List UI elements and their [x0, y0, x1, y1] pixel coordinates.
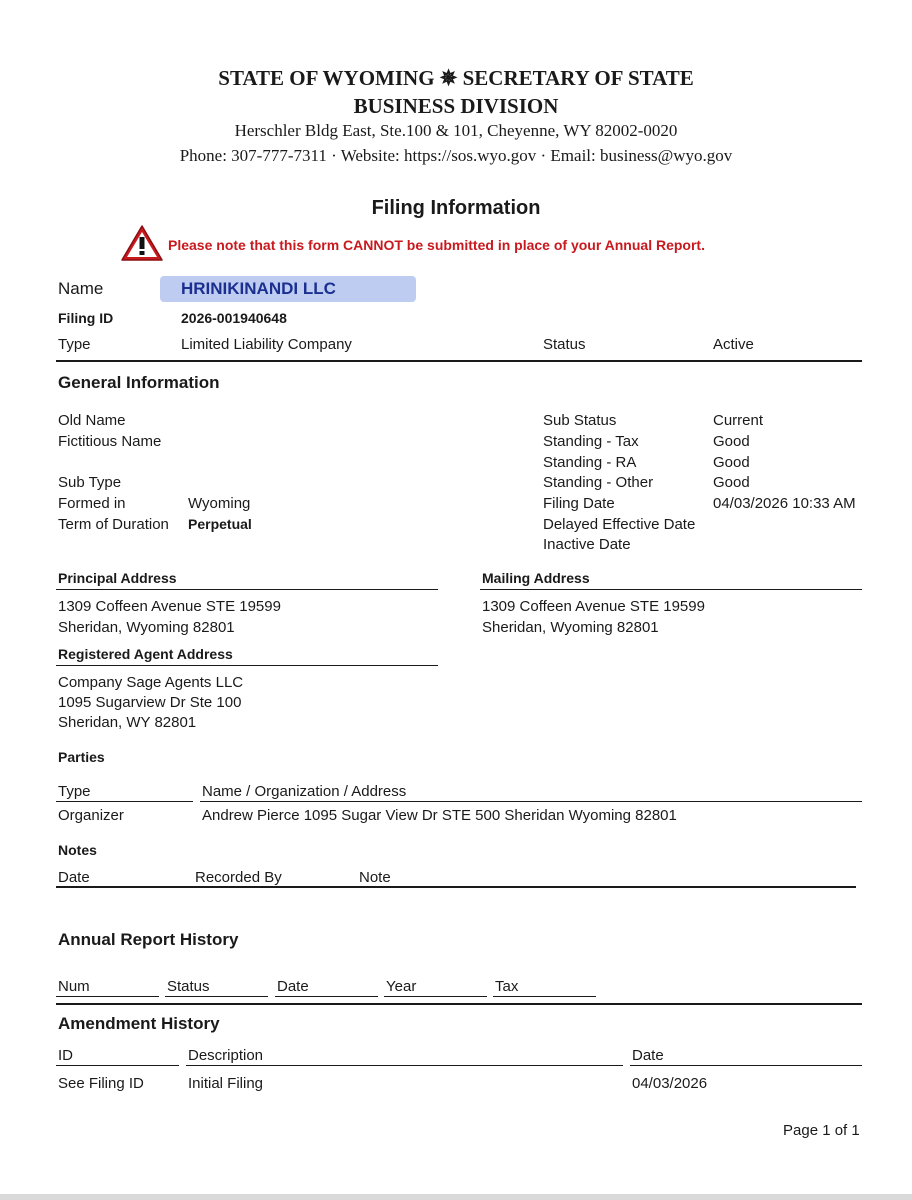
- general-info-title: General Information: [58, 373, 220, 392]
- agent-address-line-1: Company Sage Agents LLC: [58, 674, 244, 691]
- type-label: Type: [58, 336, 91, 353]
- agent-address-line-2: 1095 Sugarview Dr Ste 100: [58, 694, 242, 711]
- header-contact: Phone: 307-777-7311 · Website: https://sos.wyo.gov · Email: business@wyo.gov: [179, 146, 733, 165]
- divider: [56, 801, 193, 802]
- annual-col-date: Date: [277, 978, 309, 995]
- mailing-address-title: Mailing Address: [482, 570, 590, 586]
- warning-triangle-icon: [120, 224, 164, 267]
- inactive-date-label: Inactive Date: [543, 536, 631, 553]
- term-value: Perpetual: [188, 516, 252, 532]
- standing-ra-label: Standing - RA: [543, 454, 637, 471]
- type-value: Limited Liability Company: [181, 336, 352, 353]
- annual-col-status: Status: [167, 978, 210, 995]
- filing-id-value: 2026-001940648: [181, 310, 287, 326]
- divider: [56, 1065, 179, 1066]
- notes-col-note: Note: [359, 869, 391, 886]
- amendment-description: Initial Filing: [188, 1075, 264, 1092]
- amendment-col-id: ID: [58, 1047, 73, 1064]
- notes-col-recorded-by: Recorded By: [195, 869, 282, 886]
- mailing-address-line-2: Sheridan, Wyoming 82801: [482, 619, 659, 636]
- amendment-id: See Filing ID: [58, 1075, 144, 1092]
- parties-title: Parties: [58, 749, 105, 765]
- divider: [480, 589, 862, 590]
- divider: [630, 1065, 862, 1066]
- formed-in-value: Wyoming: [188, 495, 251, 512]
- page-title: Filing Information: [371, 197, 541, 219]
- page-number: Page 1 of 1: [783, 1122, 860, 1139]
- name-label: Name: [58, 279, 104, 298]
- standing-other-label: Standing - Other: [543, 474, 654, 491]
- divider: [186, 1065, 623, 1066]
- status-label: Status: [543, 336, 586, 353]
- party-type: Organizer: [58, 807, 124, 824]
- filing-date-label: Filing Date: [543, 495, 615, 512]
- divider: [165, 996, 268, 997]
- divider: [56, 996, 159, 997]
- standing-other-value: Good: [713, 474, 750, 491]
- notes-title: Notes: [58, 842, 97, 858]
- sub-status-label: Sub Status: [543, 412, 617, 429]
- warning-text: Please note that this form CANNOT be submitted in place of your Annual Report.: [168, 237, 705, 253]
- divider: [275, 996, 378, 997]
- notes-col-date: Date: [58, 869, 90, 886]
- party-name: Andrew Pierce 1095 Sugar View Dr STE 500 Sheridan Wyoming 82801: [202, 807, 677, 824]
- amendment-date: 04/03/2026: [632, 1075, 708, 1092]
- standing-tax-label: Standing - Tax: [543, 433, 639, 450]
- amendment-history-title: Amendment History: [58, 1014, 220, 1033]
- standing-tax-value: Good: [713, 433, 750, 450]
- parties-col-type: Type: [58, 783, 91, 800]
- page-edge: [0, 1194, 912, 1200]
- term-label: Term of Duration: [58, 516, 169, 533]
- principal-address-line-2: Sheridan, Wyoming 82801: [58, 619, 235, 636]
- agent-address-line-3: Sheridan, WY 82801: [58, 714, 197, 731]
- header-address: Herschler Bldg East, Ste.100 & 101, Cheyenne, WY 82002-0020: [234, 121, 678, 140]
- amendment-col-description: Description: [188, 1047, 264, 1064]
- registered-agent-title: Registered Agent Address: [58, 646, 233, 662]
- divider: [56, 360, 862, 362]
- entity-name: HRINIKINANDI LLC: [181, 279, 336, 298]
- annual-col-tax: Tax: [495, 978, 519, 995]
- status-value: Active: [713, 336, 754, 353]
- parties-col-name: Name / Organization / Address: [202, 783, 407, 800]
- divider: [56, 589, 438, 590]
- divider: [56, 886, 856, 888]
- filing-id-label: Filing ID: [58, 310, 114, 326]
- divider: [384, 996, 487, 997]
- divider: [56, 1003, 862, 1005]
- filing-date-value: 04/03/2026 10:33 AM: [713, 495, 856, 512]
- principal-address-title: Principal Address: [58, 570, 177, 586]
- annual-col-year: Year: [386, 978, 417, 995]
- sub-type-label: Sub Type: [58, 474, 122, 491]
- header-line-1: STATE OF WYOMING ✵ SECRETARY OF STATE: [218, 66, 694, 90]
- standing-ra-value: Good: [713, 454, 750, 471]
- amendment-col-date: Date: [632, 1047, 664, 1064]
- divider: [56, 665, 438, 666]
- annual-report-title: Annual Report History: [58, 930, 239, 949]
- principal-address-line-1: 1309 Coffeen Avenue STE 19599: [58, 598, 281, 615]
- divider: [200, 801, 862, 802]
- mailing-address-line-1: 1309 Coffeen Avenue STE 19599: [482, 598, 705, 615]
- annual-col-num: Num: [58, 978, 90, 995]
- divider: [493, 996, 596, 997]
- old-name-label: Old Name: [58, 412, 126, 429]
- sub-status-value: Current: [713, 412, 764, 429]
- formed-in-label: Formed in: [58, 495, 126, 512]
- delayed-effective-date-label: Delayed Effective Date: [543, 516, 696, 533]
- fictitious-name-label: Fictitious Name: [58, 433, 162, 450]
- header-line-2: BUSINESS DIVISION: [353, 94, 559, 118]
